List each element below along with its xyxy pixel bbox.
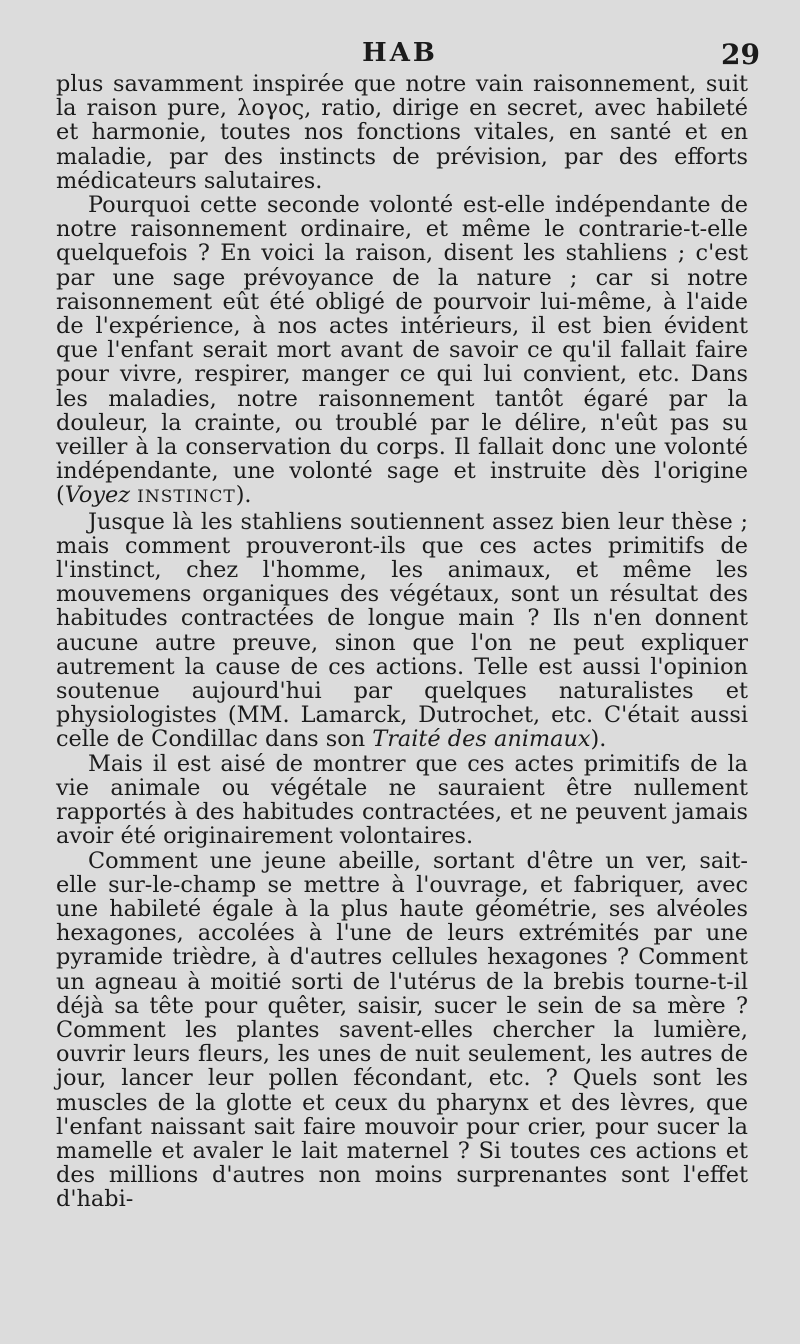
body-text [56, 72, 748, 1212]
instinct-reference: INSTINCT [137, 487, 236, 508]
paragraph-3 [56, 510, 748, 752]
paragraph-3-end: ). [590, 726, 607, 753]
paragraph-5: Comment une jeune abeille, sortant d'être un ver, sait-elle sur-le-champ se mettre à l'ouvrage, et fabriquer, avec une habileté égale à la plus haute géométrie, ses alvéoles hexagones, accolées à l'une de leurs extrémités par une pyramide trièdre, à d'autres cellules hexagones ? Comment un agneau à moitié sorti de l'utérus de la brebis tourne-t-il déjà sa tête pour quêter, saisir, sucer le sein de sa mère ? Comment les plantes savent-elles chercher la lumière, ouvrir leurs fleurs, les unes de nuit seulement, les autres de jour, lancer leur pollen fécondant, etc. ? Quels sont les muscles de la glotte et ceux du pharynx et des lèvres, que l'enfant naissant sait faire mouvoir pour crier, pour sucer la mamelle et avaler le lait maternel ? Si toutes ces actions et des millions d'autres non moins surprenantes sont l'effet d'habi- [56, 847, 748, 1213]
running-head: HAB [362, 38, 438, 68]
paragraph-2-end: ). [235, 482, 252, 509]
voyez-reference: Voyez [64, 482, 131, 509]
paragraph-4: Mais il est aisé de montrer que ces actes primitifs de la vie animale ou végétale ne sauraient être nullement rapportés à des habitudes contractées, et ne peuvent jamais avoir été originairement volontaires. [56, 750, 748, 850]
paragraph-2 [56, 193, 748, 510]
page-header [0, 38, 800, 72]
paragraph-2-text: Pourquoi cette seconde volonté est-elle indépendante de notre raisonnement ordinaire, et même le contrarie-t-elle quelquefois ? En voici la raison, disent les stahliens ; c'est par une sage prévoyance de la nature ; car si notre raisonnement eût été obligé de pourvoir lui-même, à l'aide de l'expérience, à nos actes intérieurs, il est bien évident que l'enfant serait mort avant de savoir ce qu'il fallait faire pour vivre, respirer, manger ce qui lui convient, etc. Dans les maladies, notre raisonnement tantôt égaré par la douleur, la crainte, ou troublé par le délire, n'eût pas su veiller à la conservation du corps. Il fallait donc une volonté indépendante, une volonté sage et instruite dès l'origine ( [56, 192, 748, 509]
work-title: Traité des animaux [372, 726, 591, 753]
paragraph-3-text: Jusque là les stahliens soutiennent assez bien leur thèse ; mais comment prouveront-ils que ces actes primitifs de l'instinct, chez l'homme, les animaux, et même les mouvemens organiques des végétaux, sont un résultat des habitudes contractées de longue main ? Ils n'en donnent aucune autre preuve, sinon que l'on ne peut expliquer autrement la cause de ces actions. Telle est aussi l'opinion soutenue aujourd'hui par quelques naturalistes et physiologistes (MM. Lamarck, Dutrochet, etc. C'était aussi celle de Condillac dans son [56, 508, 748, 753]
page-number: 29 [721, 38, 760, 71]
paragraph-1: plus savamment inspirée que notre vain raisonnement, suit la raison pure, λογος, ratio, dirige en secret, avec habileté et harmonie, toutes nos fonctions vitales, en santé et en maladie, par des instincts de prévision, par des efforts médicateurs salutaires. [56, 71, 748, 194]
